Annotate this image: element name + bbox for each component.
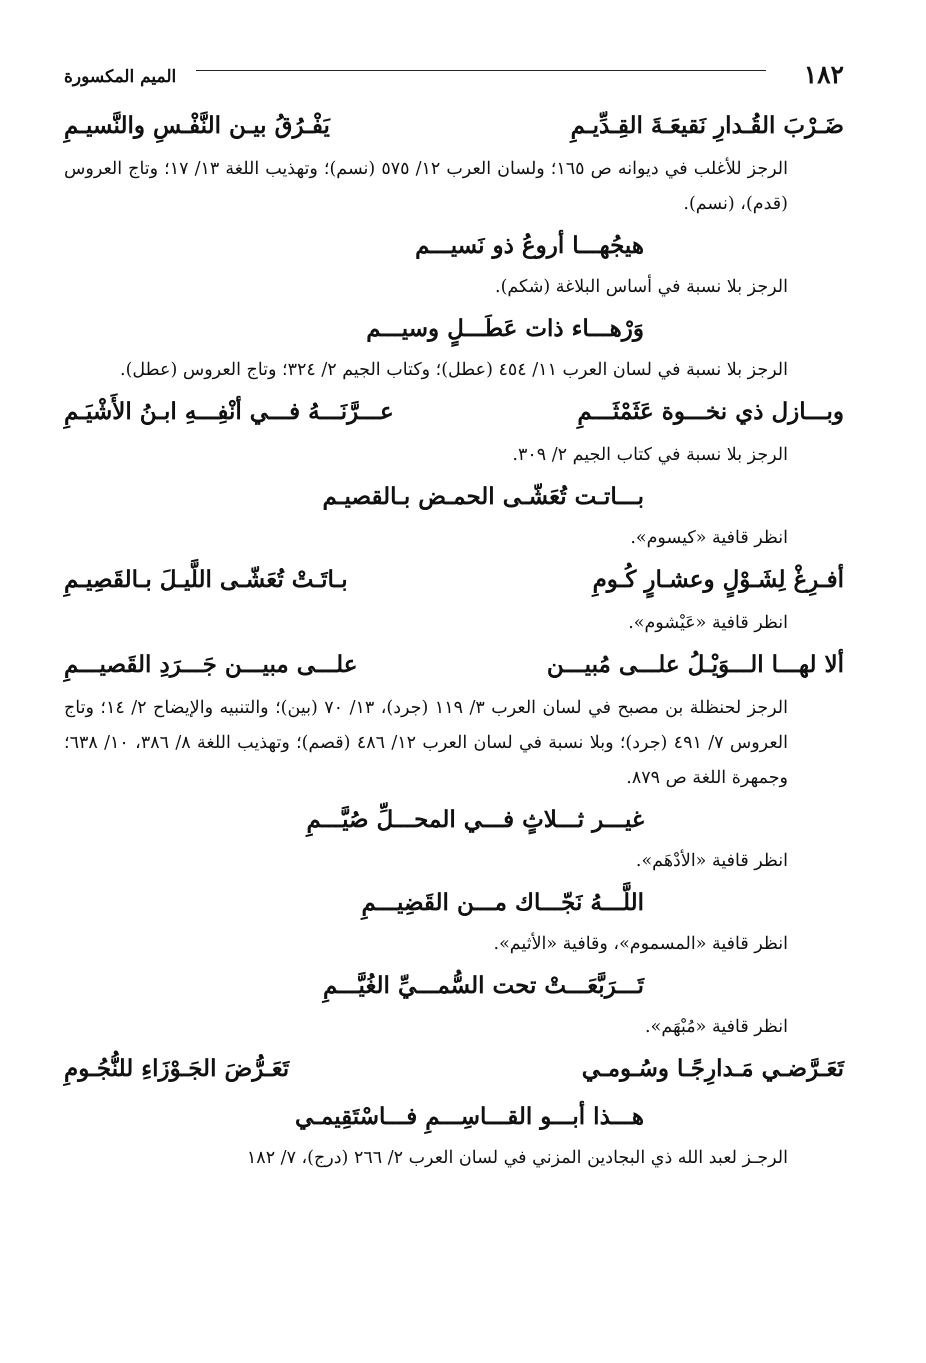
verse-hemistich-first: وبـــازل ذي نخـــوة عَثَمْثَـــمِ xyxy=(577,398,844,425)
verse-line xyxy=(64,224,844,270)
citation-note: الرجـز لعبد الله ذي البجادين المزني في لسان العرب ٢/ ٢٦٦ (درج)، ٧/ ١٨٢ xyxy=(246,1148,788,1168)
verse-line xyxy=(64,104,844,152)
verse-single: هـــذا أبـــو القـــاسِـــمِ فـــاسْتَقِيمـي xyxy=(295,1103,644,1130)
verse-line xyxy=(64,964,844,1010)
citation-note: الرجز بلا نسبة في لسان العرب ١١/ ٤٥٤ (عطل)؛ وكتاب الجيم ٢/ ٣٢٤؛ وتاج العروس (عطل). xyxy=(120,360,788,380)
header-rule xyxy=(196,70,766,71)
citation-note: الرجز للأغلب في ديوانه ص ١٦٥؛ ولسان العرب ١٢/ ٥٧٥ (نسم)؛ وتهذيب اللغة ١٣/ ١٧؛ وتاج العروس (قدم)، (نسم). xyxy=(64,159,788,214)
verse-hemistich-first: ألا لهـــا الـــوَيْـلُ علـــى مُبيـــن xyxy=(546,651,844,678)
citation-note: انظر قافية «المسموم»، وقافية «الأثيم». xyxy=(493,934,788,954)
verse-line xyxy=(64,881,844,927)
verse-hemistich-second: علـــى مبيـــن جَـــرَدِ القَصيـــمِ xyxy=(64,651,358,678)
verse-single: تَـــرَبَّعَـــتْ تحت السُّمـــيِّ الغُيَّـــمِ xyxy=(322,972,644,999)
verse-hemistich-first: تَعَـرَّضـي مَـدارِجًـا وسُـومـي xyxy=(581,1055,844,1082)
verse-hemistich-first: أفـرِغْ لِشَـوْلٍ وعشـارٍ كُـومِ xyxy=(592,566,844,593)
page-content xyxy=(64,104,844,1178)
verse-hemistich-second: يَفْـرُقُ بيـن النَّفْـسِ والنَّسيـمِ xyxy=(64,112,330,139)
verse-line xyxy=(64,390,844,438)
verse-single: غيـــر ثـــلاثٍ فـــي المحـــلِّ صُيَّـــمِ xyxy=(306,806,644,833)
citation-note: الرجز بلا نسبة في كتاب الجيم ٢/ ٣٠٩. xyxy=(512,445,788,465)
verse-single: هيجُهـــا أروعُ ذو نَسيـــم xyxy=(415,232,644,259)
verse-hemistich-second: تَعَـرُّضَ الجَـوْزَاءِ للنُّجُـومِ xyxy=(64,1055,290,1082)
verse-line xyxy=(64,1047,844,1095)
citation-note: انظر قافية «مُبْهَم». xyxy=(645,1017,788,1037)
verse-hemistich-second: بـاتَـتْ تُعَشّـى اللَّيـلَ بـالقَصِيـمِ xyxy=(64,566,348,593)
verse-line xyxy=(64,643,844,691)
verse-single: بـــاتـت تُعَشّـى الحمـض بـالقصيـم xyxy=(322,483,644,510)
verse-single: اللَّـــهُ نَجّـــاك مـــن القَضِيـــمِ xyxy=(361,889,644,916)
verse-hemistich-second: عـــرَّنَـــهُ فـــي أنْفِـــهِ ابـنُ الأَشْيَـمِ xyxy=(64,398,394,425)
verse-line xyxy=(64,307,844,353)
page-number: ١٨٢ xyxy=(803,60,844,89)
verse-line xyxy=(64,475,844,521)
verse-line xyxy=(64,1095,844,1141)
page-header xyxy=(64,48,844,90)
verse-single: وَرْهـــاء ذات عَطَـــلٍ وسيـــم xyxy=(366,315,644,342)
citation-note: انظر قافية «عَيْشوم». xyxy=(628,613,788,633)
citation-note: انظر قافية «كيسوم». xyxy=(630,528,788,548)
verse-line xyxy=(64,798,844,844)
citation-note: الرجز بلا نسبة في أساس البلاغة (شكم). xyxy=(495,277,788,297)
citation-note: الرجز لحنظلة بن مصبح في لسان العرب ٣/ ١١٩ (جرد)، ١٣/ ٧٠ (بين)؛ والتنبيه والإيضاح ٢/ ١٤؛ وتاج العروس ٧/ ٤٩١ (جرد)؛ وبلا نسبة في لسان العرب ١٢/ ٤٨٦ (قصم)؛ وتهذيب اللغة ٨/ ٣٨٦، ١٠/ ٦٣٨؛ وجمهرة اللغة ص ٨٧٩. xyxy=(64,698,788,788)
citation-note: انظر قافية «الأدْهَم». xyxy=(635,851,788,871)
verse-hemistich-first: ضَـرْبَ القُـدارِ نَقيعَـةَ القِـدِّيـمِ xyxy=(570,112,844,139)
verse-line xyxy=(64,558,844,606)
running-title: الميم المكسورة xyxy=(64,67,177,87)
